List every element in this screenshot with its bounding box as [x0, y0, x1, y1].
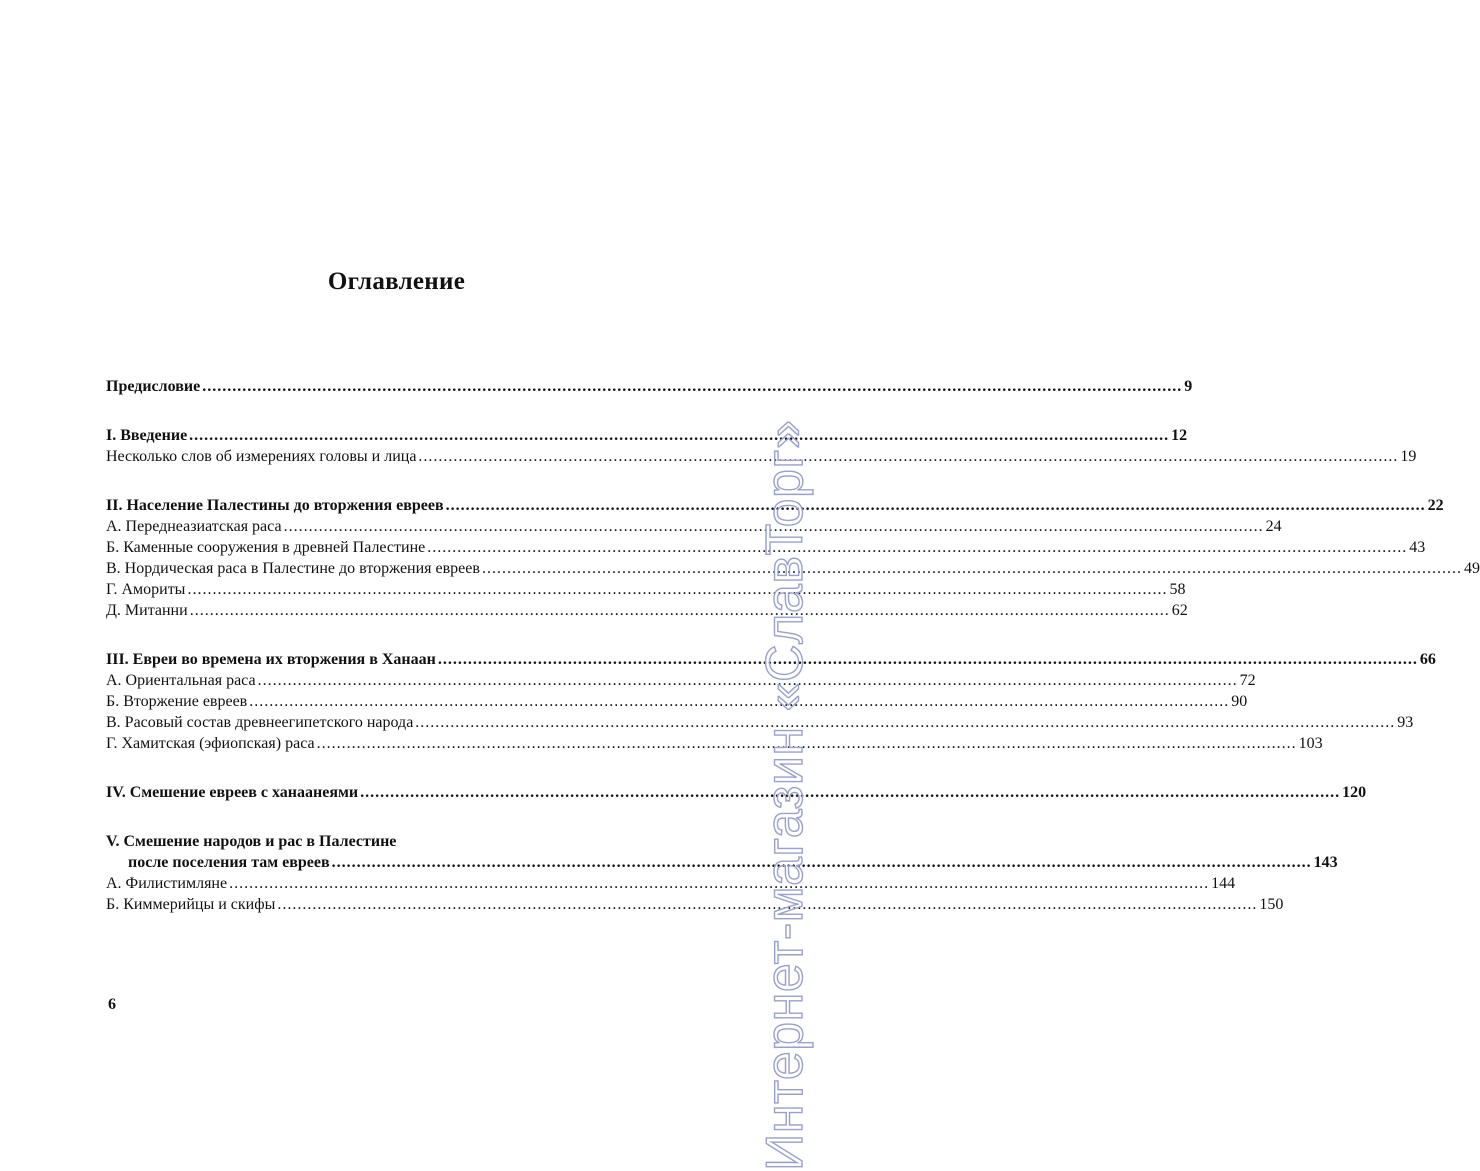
- dot-leader: [418, 446, 1398, 467]
- toc-entry-chapter-5-line1: V. Смешение народов и рас в Палестине: [106, 833, 397, 850]
- toc-entry-label: Б. Вторжение евреев: [106, 693, 248, 710]
- toc-entry-page: 143: [1313, 854, 1338, 871]
- dot-leader: [427, 537, 1407, 558]
- toc-entry-label: А. Переднеазиатская раса: [106, 518, 282, 535]
- toc-entry-label: Г. Хамитская (эфиопская) раса: [106, 735, 315, 752]
- dot-leader: [187, 579, 1167, 600]
- toc-entry-label: Предисловие: [106, 378, 201, 395]
- toc-entry: [106, 873, 1236, 894]
- dot-leader: [438, 649, 1418, 670]
- toc-entry-page: 22: [1427, 497, 1444, 514]
- toc-entry-label: Д. Митанни: [106, 602, 188, 619]
- toc-entry: [106, 691, 1248, 712]
- toc-entry-page: 103: [1298, 735, 1323, 752]
- toc-entry: [106, 537, 1426, 558]
- page-number: 6: [108, 996, 116, 1013]
- toc-entry-label: Несколько слов об измерениях головы и лица: [106, 448, 417, 465]
- toc-entry-page: 9: [1184, 378, 1193, 395]
- toc-entry-label: после поселения там евреев: [128, 854, 330, 871]
- toc-entry: [106, 894, 1284, 915]
- toc-entry-page: 12: [1171, 427, 1188, 444]
- toc-entry-page: 43: [1409, 539, 1426, 556]
- dot-leader: [446, 495, 1426, 516]
- dot-leader: [229, 873, 1209, 894]
- dot-leader: [249, 691, 1229, 712]
- dot-leader: [202, 376, 1182, 397]
- toc-entry-preface: [106, 376, 1193, 397]
- toc-entry-chapter-5-line2: [106, 852, 1338, 873]
- toc-entry: [106, 446, 1417, 467]
- toc-entry-page: 90: [1231, 693, 1248, 710]
- dot-leader: [415, 712, 1395, 733]
- toc-entry-label: В. Расовый состав древнеегипетского народа: [106, 714, 414, 731]
- watermark-text: Интернет-магазин «СлавТорг»: [756, 419, 814, 1171]
- toc-entry-page: 93: [1397, 714, 1414, 731]
- toc-entry-label: А. Филистимляне: [106, 875, 228, 892]
- toc-entry-label: Б. Киммерийцы и скифы: [106, 896, 276, 913]
- toc-entry-page: 49: [1463, 560, 1480, 577]
- toc-entry: [106, 600, 1188, 621]
- toc-entry-page: 19: [1400, 448, 1417, 465]
- dot-leader: [360, 782, 1340, 803]
- toc-entry-page: 150: [1259, 896, 1284, 913]
- toc-entry-label: А. Ориентальная раса: [106, 672, 256, 689]
- toc-entry-chapter-4: [106, 782, 1367, 803]
- toc-entry: [106, 733, 1323, 754]
- toc-entry-page: 66: [1419, 651, 1436, 668]
- toc-entry-page: 72: [1239, 672, 1256, 689]
- toc-entry-page: 24: [1265, 518, 1282, 535]
- dot-leader: [258, 670, 1238, 691]
- toc-entry-label: III. Евреи во времена их вторжения в Ханаан: [106, 651, 436, 668]
- toc-entry-chapter-3: [106, 649, 1436, 670]
- toc-entry-page: 58: [1169, 581, 1186, 598]
- toc-entry-label: IV. Смешение евреев с ханаанеями: [106, 784, 359, 801]
- dot-leader: [189, 425, 1169, 446]
- toc-entry-chapter-1: [106, 425, 1188, 446]
- toc-entry: [106, 516, 1282, 537]
- toc-entry-page: 144: [1211, 875, 1236, 892]
- toc-entry: [106, 670, 1256, 691]
- toc-entry-label: Г. Амориты: [106, 581, 186, 598]
- toc-entry-page: 120: [1342, 784, 1367, 801]
- toc-entry-label: Б. Каменные сооружения в древней Палестине: [106, 539, 426, 556]
- toc-entry: [106, 712, 1414, 733]
- toc-entry-label: I. Введение: [106, 427, 188, 444]
- toc-entry-chapter-2: [106, 495, 1444, 516]
- toc-entry-label: В. Нордическая раса в Палестине до вторжения евреев: [106, 560, 480, 577]
- page-title: Оглавление: [327, 268, 466, 295]
- dot-leader: [482, 558, 1462, 579]
- toc-entry: [106, 558, 1480, 579]
- toc-entry: [106, 579, 1186, 600]
- toc-entry-label: II. Население Палестины до вторжения евреев: [106, 497, 444, 514]
- toc-entry-page: 62: [1171, 602, 1188, 619]
- dot-leader: [332, 852, 1312, 873]
- dot-leader: [190, 600, 1170, 621]
